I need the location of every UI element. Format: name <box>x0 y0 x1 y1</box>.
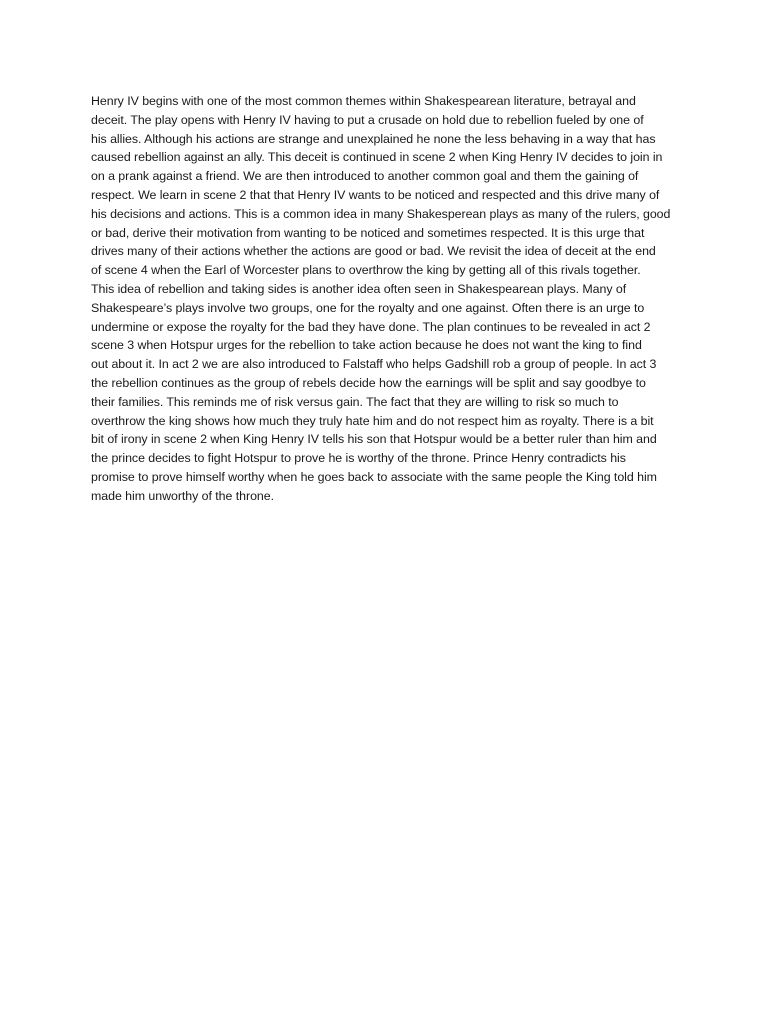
paragraph-line: his decisions and actions. This is a common idea in many Shakesperean plays as many of the rulers, good <box>91 206 671 221</box>
paragraph-line: caused rebellion against an ally. This deceit is continued in scene 2 when King Henry IV decides to join in <box>91 150 663 165</box>
paragraph-line: scene 3 when Hotspur urges for the rebellion to take action because he does not want the king to find <box>91 338 642 353</box>
paragraph-line: promise to prove himself worthy when he goes back to associate with the same people the King told him <box>91 469 657 484</box>
paragraph-line: Henry IV begins with one of the most common themes within Shakespearean literature, betrayal and <box>91 94 636 108</box>
paragraph-line: Shakespeare’s plays involve two groups, one for the royalty and one against. Often there is an urge to <box>91 300 645 315</box>
paragraph-line: overthrow the king shows how much they truly hate him and do not respect him as royalty. There is a bit <box>91 413 654 428</box>
paragraph-line: This idea of rebellion and taking sides is another idea often seen in Shakespearean plays. Many of <box>91 281 627 296</box>
paragraph-line: undermine or expose the royalty for the bad they have done. The plan continues to be revealed in act 2 <box>91 319 651 334</box>
paragraph-line: of scene 4 when the Earl of Worcester plans to overthrow the king by getting all of this rivals together. <box>91 263 641 278</box>
paragraph-line: the prince decides to fight Hotspur to prove he is worthy of the throne. Prince Henry contradicts his <box>91 451 626 466</box>
paragraph-line: the rebellion continues as the group of rebels decide how the earnings will be split and say goodbye to <box>91 375 646 390</box>
paragraph-line: out about it. In act 2 we are also introduced to Falstaff who helps Gadshill rob a group of people. In act 3 <box>91 357 657 372</box>
paragraph-line: made him unworthy of the throne. <box>91 488 274 503</box>
paragraph-line: respect. We learn in scene 2 that that Henry IV wants to be noticed and respected and this drive many of <box>91 187 660 202</box>
paragraph-line: drives many of their actions whether the actions are good or bad. We revisit the idea of deceit at the end <box>91 244 656 259</box>
paragraph-line: their families. This reminds me of risk versus gain. The fact that they are willing to risk so much to <box>91 394 619 409</box>
paragraph-line: bit of irony in scene 2 when King Henry IV tells his son that Hotspur would be a better ruler than him and <box>91 432 657 447</box>
essay-paragraph <box>91 92 683 506</box>
paragraph-line: on a prank against a friend. We are then introduced to another common goal and them the gaining of <box>91 169 639 184</box>
paragraph-line: his allies. Although his actions are strange and unexplained he none the less behaving in a way that has <box>91 131 656 146</box>
paragraph-line: or bad, derive their motivation from wanting to be noticed and sometimes respected. It is this urge that <box>91 225 645 240</box>
paragraph-line: deceit. The play opens with Henry IV having to put a crusade on hold due to rebellion fueled by one of <box>91 112 644 127</box>
